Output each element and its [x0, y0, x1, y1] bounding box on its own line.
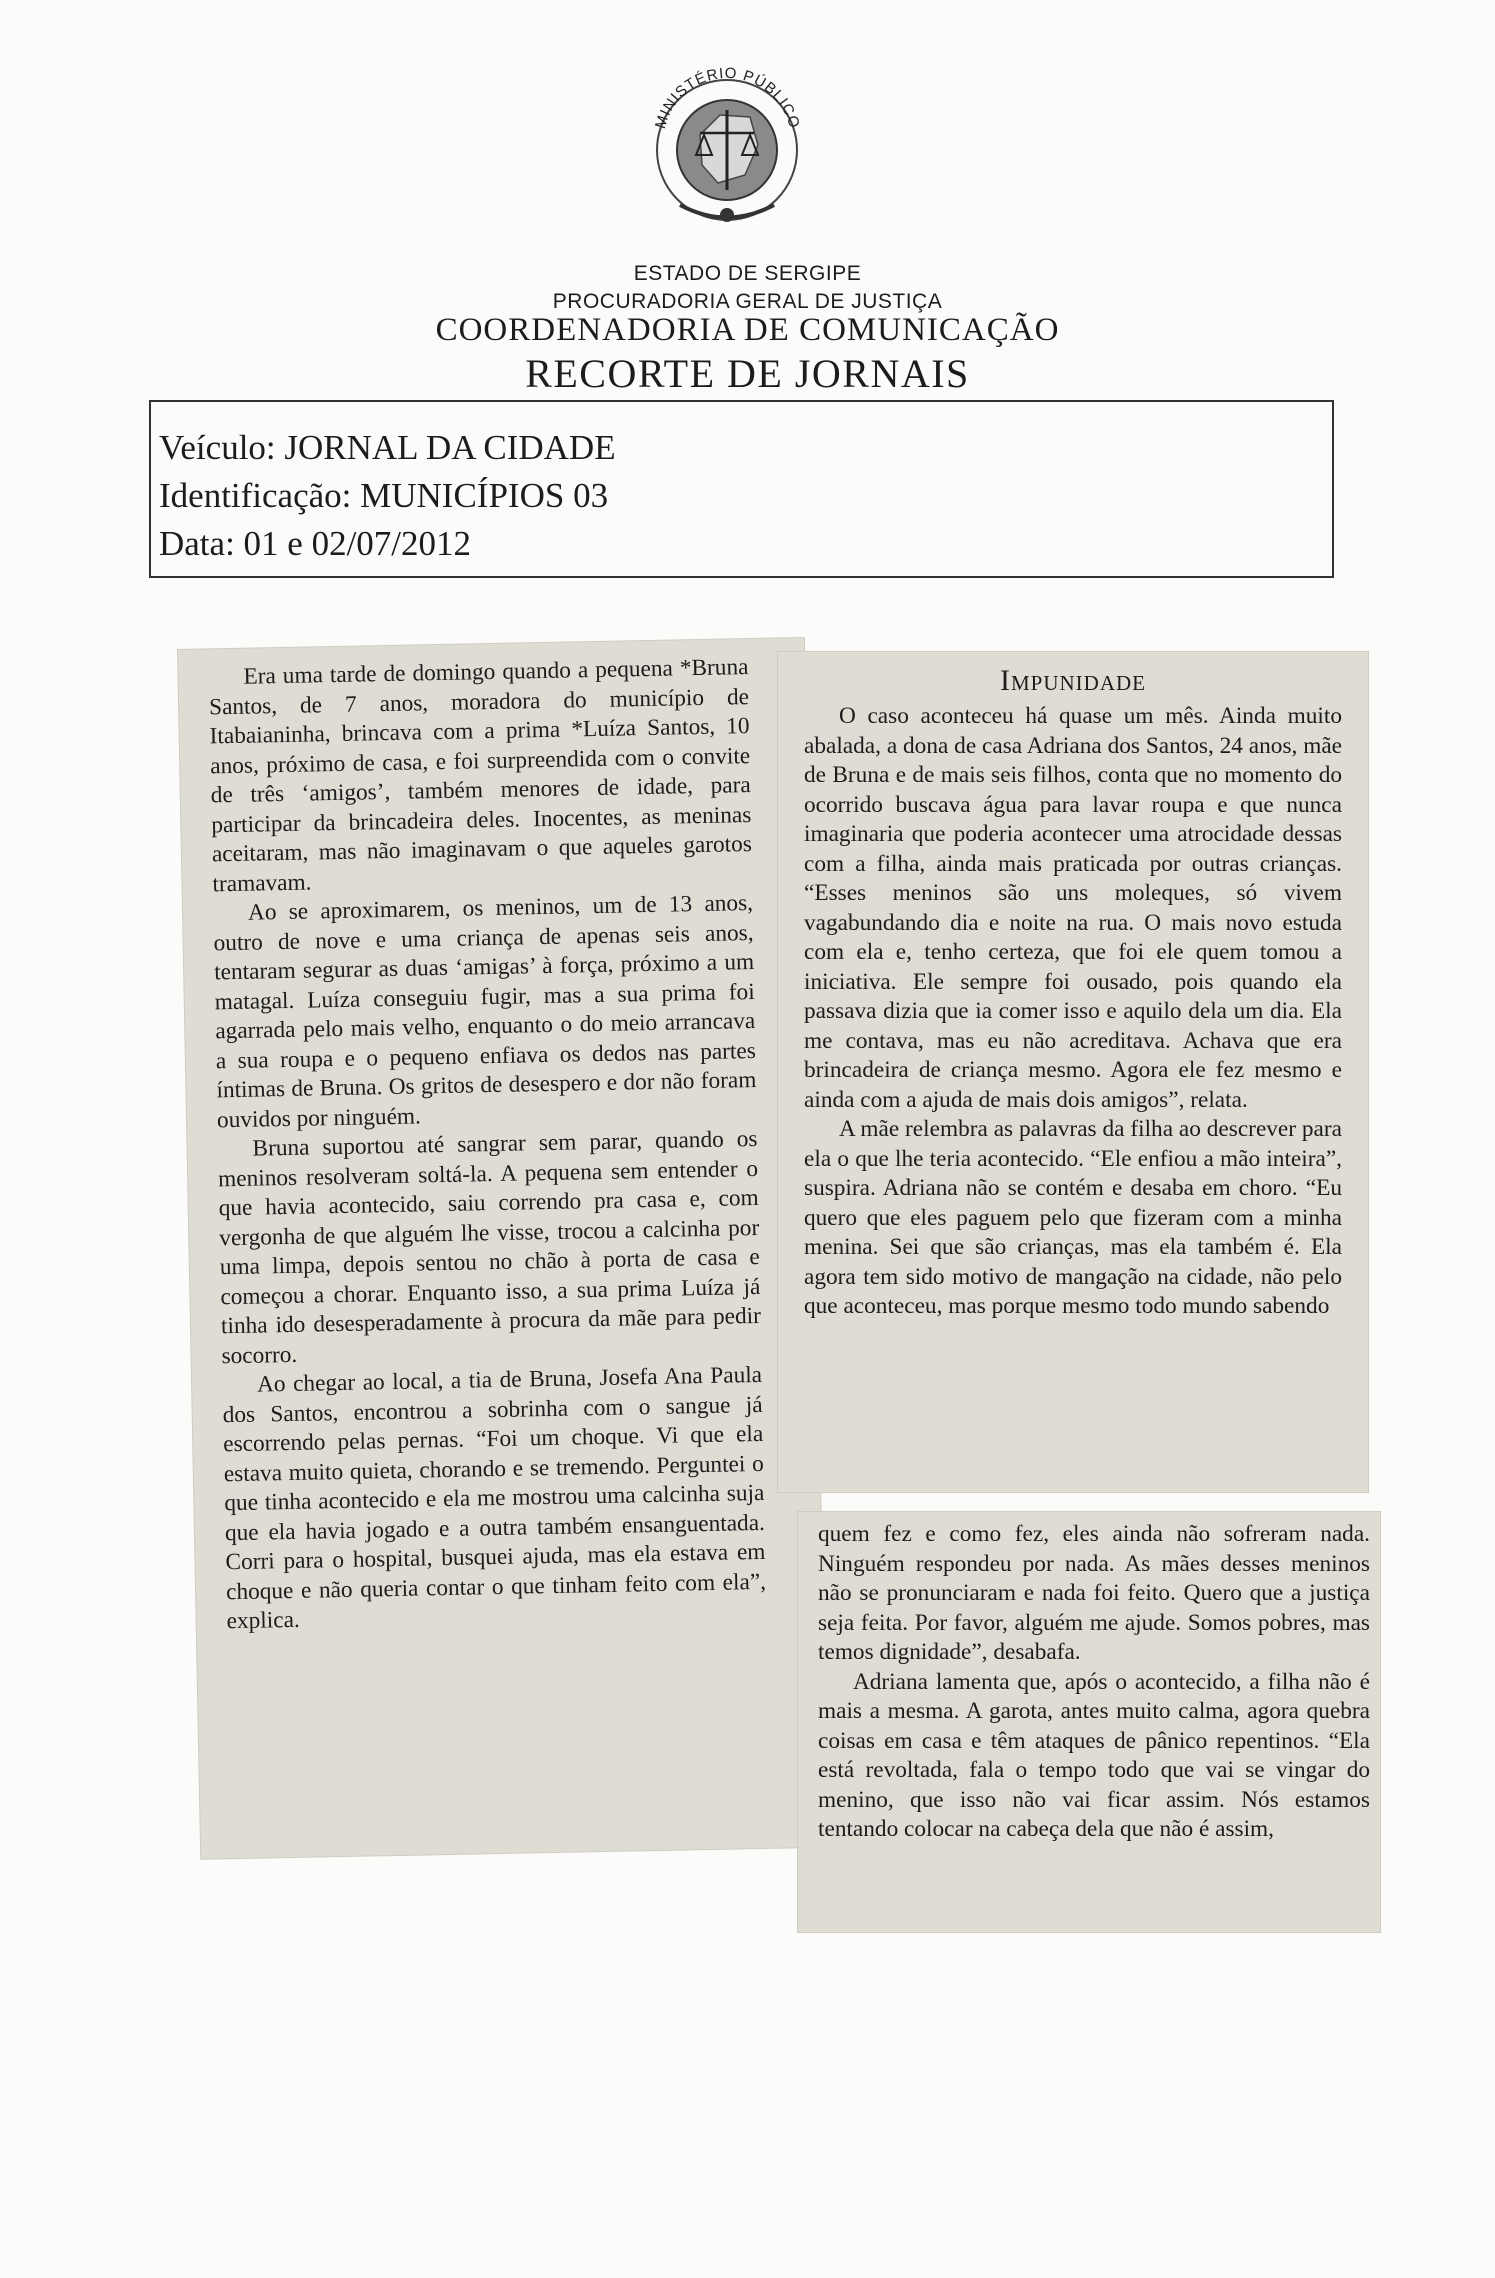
- paragraph: quem fez e como fez, eles ainda não sofreram nada. Ninguém respondeu por nada. As mães desses meninos não se pronunciaram e nada foi feito. Quero que a justiça seja feita. Por favor, alguém me ajude. Somos pobres, mas temos dignidade”, desabafa.: [818, 1521, 1370, 1665]
- paragraph: A mãe relembra as palavras da filha ao descrever para ela o que lhe teria acontecido. “Ele enfiou a mão inteira”, suspira. Adriana não se contém e desaba em choro. “Eu quero que eles paguem pelo que fizeram com a minha menina. Sei que são crianças, mas ela também é. Ela agora tem sido motivo de mangação na cidade, não pelo que aconteceu, mas porque mesmo todo mundo sabendo: [804, 1116, 1342, 1319]
- attorney-general-office: PROCURADORIA GERAL DE JUSTIÇA: [552, 290, 943, 313]
- paragraph: O caso aconteceu há quase um mês. Ainda muito abalada, a dona de casa Adriana dos Santos, 24 anos, mãe de Bruna e de mais seis filhos, conta que no momento do ocorrido buscava água para lavar roupa e que nunca imaginaria que poderia acontecer uma atrocidade dessas com a filha, ainda mais praticada por outras crianças. “Esses meninos são uns moleques, só vivem vagabundando dia e noite na rua. O mais novo estuda com ela e, tenho certeza, que foi ele quem tomou a iniciativa. Ele sempre foi ousado, pois quando ela passava dizia que ia comer isso e aquilo dela um dia. Ela me contava, mas eu não acreditava. Achava que era brincadeira de criança mesmo. Agora ele fez mesmo e ainda com a ajuda de mais dois amigos”, relata.: [804, 703, 1342, 1113]
- newspaper-clipping-column-3: [798, 1512, 1380, 1932]
- paragraph: Era uma tarde de domingo quando a pequena *Bruna Santos, de 7 anos, moradora do município de Itabaianinha, brincava com a prima *Luíza Santos, 10 anos, próximo de casa, e foi surpreendida com o convite de três ‘amigos’, também menores de idade, para participar da brincadeira deles. Inocentes, as meninas aceitaram, mas não imaginavam o que aqueles garotos tramavam.: [208, 654, 753, 897]
- newspaper-clipping-column-1: [178, 638, 827, 1859]
- paragraph: Ao chegar ao local, a tia de Bruna, Josefa Ana Paula dos Santos, encontrou a sobrinha com o sangue já escorrendo pelas pernas. “Foi um choque. Vi que ela estava muito quieta, chorando e se tremendo. Perguntei o que tinha acontecido e ela me mostrou uma calcinha suja que ela havia jogado e a outra também ensanguentada. Corri para o hospital, busquei ajuda, mas ela estava em choque e não queria contar o que tinham feito com ela”, explica.: [222, 1361, 767, 1635]
- newspaper-clipping-column-2: [778, 652, 1368, 1492]
- page-title: RECORTE DE JORNAIS: [525, 351, 970, 396]
- paragraph: Ao se aproximarem, os meninos, um de 13 anos, outro de nove e uma criança de apenas seis anos, tentaram segurar as duas ‘amigas’ à força, próximo a um matagal. Luíza conseguiu fugir, mas a sua prima foi agarrada pelo mais velho, enquanto o do meio arrancava a sua roupa e o pequeno enfiava os dedos nas partes íntimas de Bruna. Os gritos de desespero e dor não foram ouvidos por ninguém.: [213, 890, 757, 1133]
- paragraph: Adriana lamenta que, após o acontecido, a filha não é mais a mesma. A garota, antes muito calma, agora quebra coisas em casa e têm ataques de pânico repentinos. “Ela está revoltada, fala o tempo todo que vai se vingar do menino, que isso não vai ficar assim. Nós estamos tentando colocar na cabeça dela que não é assim,: [818, 1668, 1370, 1842]
- paragraph: Bruna suportou até sangrar sem parar, quando os meninos resolveram soltá-la. A pequena sem entender o que havia acontecido, saiu correndo pra casa e, com vergonha de que alguém lhe visse, trocou a calcinha por uma limpa, depois sentou no chão à porta de casa e começou a chorar. Enquanto isso, a sua prima Luíza já tinha ido desesperadamente à procura da mãe para pedir socorro.: [217, 1125, 762, 1369]
- section-heading: Impunidade: [1000, 664, 1146, 697]
- clipping-info-box: [149, 400, 1334, 578]
- date-label: Data: 01 e 02/07/2012: [159, 524, 472, 563]
- department-name: COORDENADORIA DE COMUNICAÇÃO: [435, 312, 1060, 348]
- vehicle-label: Veículo: JORNAL DA CIDADE: [159, 428, 616, 467]
- ministerio-publico-seal: [640, 55, 815, 240]
- seal-text: MINISTÉRIO PÚBLICO: [651, 64, 804, 131]
- state-name: ESTADO DE SERGIPE: [633, 262, 862, 285]
- identification-label: Identificação: MUNICÍPIOS 03: [159, 476, 609, 515]
